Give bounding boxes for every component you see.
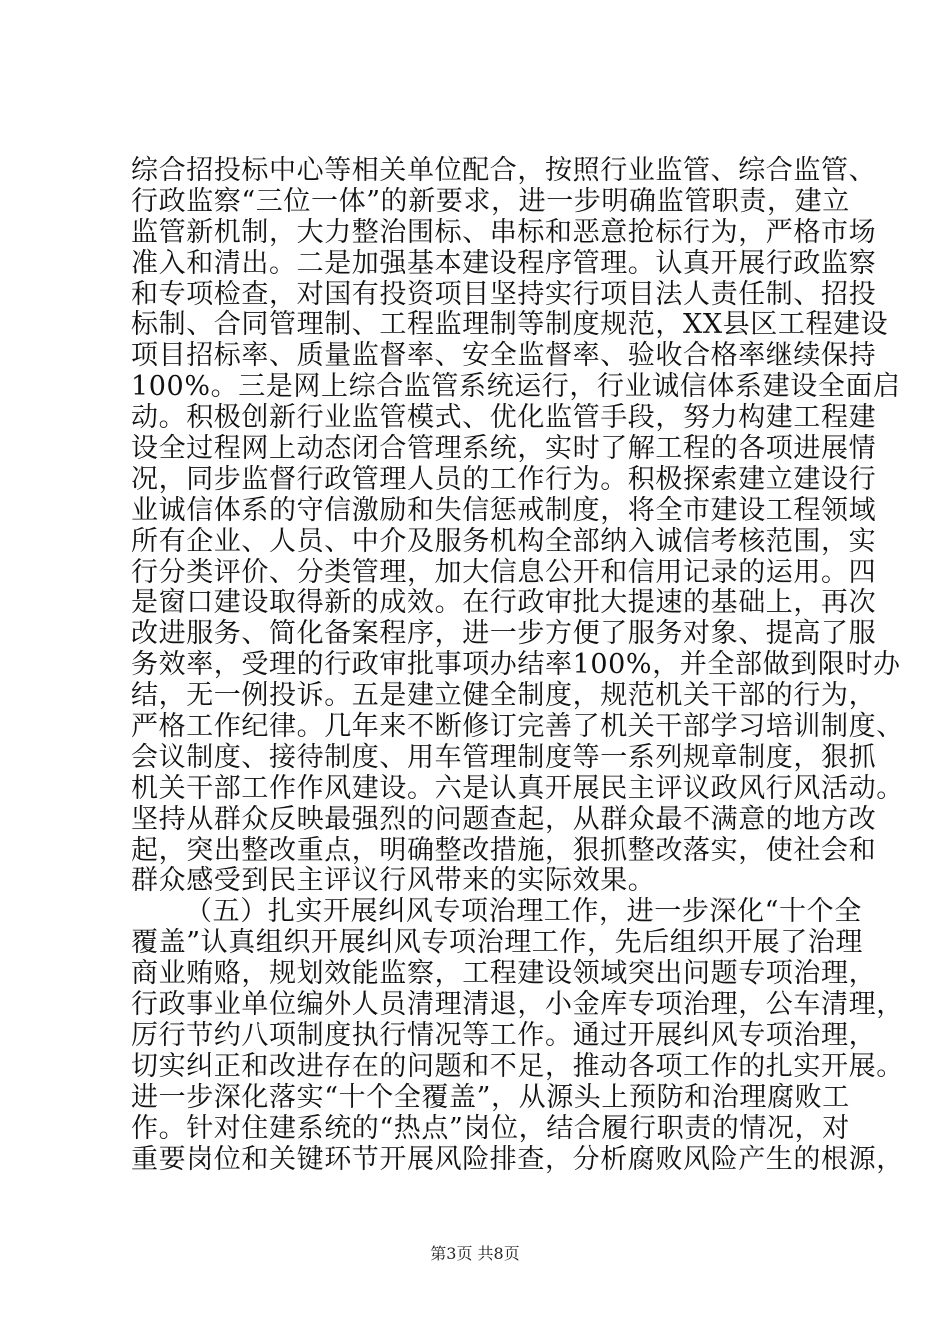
- text-line: 机关干部工作作风建设。六是认真开展民主评议政风行风活动。: [131, 772, 904, 804]
- text-line: 项目招标率、质量监督率、安全监督率、验收合格率继续保持: [131, 340, 877, 372]
- text-line: 起，突出整改重点，明确整改措施，狠抓整改落实，使社会和: [131, 834, 877, 866]
- text-line: 结，无一例投诉。五是建立健全制度，规范机关干部的行为，: [131, 680, 877, 712]
- text-line: 坚持从群众反映最强烈的问题查起，从群众最不满意的地方改: [131, 803, 877, 835]
- page-number: 第3页 共8页: [430, 1244, 520, 1263]
- text-line: 作。针对住建系统的“热点”岗位，结合履行职责的情况，对: [131, 1112, 850, 1144]
- text-line: 覆盖”认真组织开展纠风专项治理工作，先后组织开展了治理: [131, 927, 864, 959]
- text-line: 所有企业、人员、中介及服务机构全部纳入诚信考核范围，实: [131, 525, 877, 557]
- text-line: 务效率，受理的行政审批事项办结率100%，并全部做到限时办: [131, 649, 901, 681]
- paragraph-start-line: （五）扎实开展纠风专项治理工作，进一步深化“十个全: [185, 896, 862, 928]
- text-line: 严格工作纪律。几年来不断修订完善了机关干部学习培训制度、: [131, 711, 904, 743]
- text-line: 重要岗位和关键环节开展风险排查，分析腐败风险产生的根源，: [131, 1143, 904, 1175]
- text-line: 切实纠正和改进存在的问题和不足，推动各项工作的扎实开展。: [131, 1050, 904, 1082]
- text-line: 标制、合同管理制、工程监理制等制度规范，XX县区工程建设: [131, 309, 889, 341]
- text-line: 100%。三是网上综合监管系统运行，行业诚信体系建设全面启: [131, 371, 901, 403]
- body-text: [131, 155, 904, 1175]
- text-line: 监管新机制，大力整治围标、串标和恶意抢标行为，严格市场: [131, 216, 877, 248]
- text-line: 行政事业单位编外人员清理清退，小金库专项治理，公车清理，: [131, 989, 904, 1021]
- text-line: 综合招投标中心等相关单位配合，按照行业监管、综合监管、: [131, 155, 877, 186]
- text-line: 厉行节约八项制度执行情况等工作。通过开展纠风专项治理，: [131, 1019, 877, 1051]
- text-line: 进一步深化落实“十个全覆盖”，从源头上预防和治理腐败工: [131, 1081, 850, 1113]
- text-line: 况，同步监督行政管理人员的工作行为。积极探索建立建设行: [131, 463, 877, 495]
- text-line: 动。积极创新行业监管模式、优化监管手段，努力构建工程建: [131, 402, 877, 434]
- text-line: 设全过程网上动态闭合管理系统，实时了解工程的各项进展情: [131, 433, 877, 465]
- text-line: 改进服务、简化备案程序，进一步方便了服务对象、提高了服: [131, 618, 877, 650]
- text-line: 群众感受到民主评议行风带来的实际效果。: [131, 865, 656, 897]
- text-line: 商业贿赂，规划效能监察，工程建设领域突出问题专项治理，: [131, 958, 877, 990]
- text-line: 是窗口建设取得新的成效。在行政审批大提速的基础上，再次: [131, 587, 877, 619]
- text-line: 行政监察“三位一体”的新要求，进一步明确监管职责，建立: [131, 185, 850, 217]
- text-line: 和专项检查，对国有投资项目坚持实行项目法人责任制、招投: [131, 278, 877, 310]
- text-line: 会议制度、接待制度、用车管理制度等一系列规章制度，狠抓: [131, 741, 877, 773]
- text-line: 准入和清出。二是加强基本建设程序管理。认真开展行政监察: [131, 247, 877, 279]
- text-line: 行分类评价、分类管理，加大信息公开和信用记录的运用。四: [131, 556, 877, 588]
- text-line: 业诚信体系的守信激励和失信惩戒制度，将全市建设工程领域: [131, 494, 877, 526]
